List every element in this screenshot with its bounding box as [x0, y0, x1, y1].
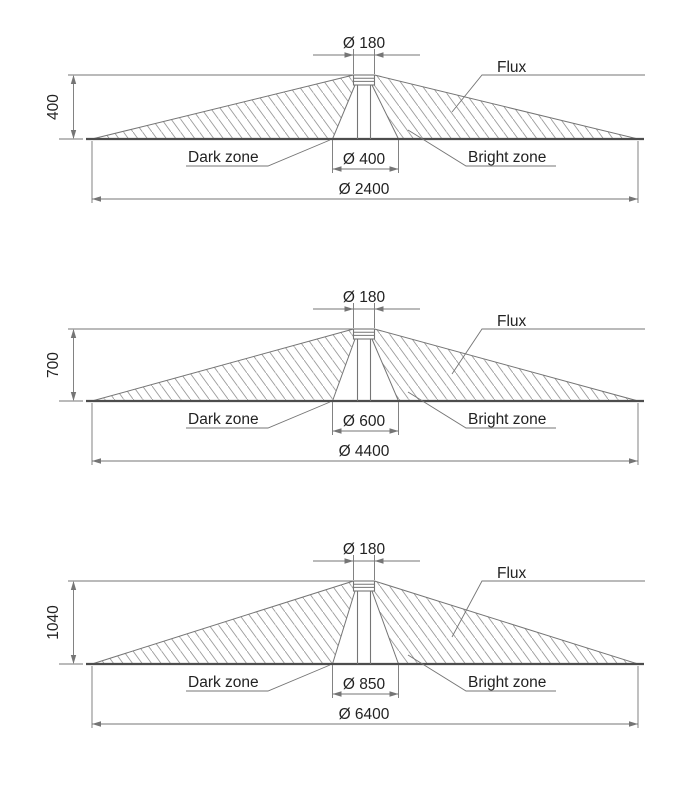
arrowhead: [71, 329, 76, 338]
arrowhead: [92, 458, 101, 463]
arrowhead: [71, 581, 76, 590]
arrowhead: [375, 52, 384, 57]
luminaire: [354, 75, 375, 85]
dark-zone-label: Dark zone: [188, 149, 259, 166]
illumination-diagram-3: [0, 534, 693, 732]
flux-cone: [92, 329, 638, 401]
arrowhead: [71, 130, 76, 139]
pole: [358, 339, 371, 401]
height-dimension: [59, 581, 83, 664]
pole-diameter-label: Ø 180: [342, 35, 386, 52]
flux-label: Flux: [497, 313, 527, 330]
outer-diameter-label: Ø 4400: [338, 443, 390, 460]
arrowhead: [92, 721, 101, 726]
arrowhead: [375, 306, 384, 311]
arrowhead: [345, 558, 354, 563]
pole-diameter-label: Ø 180: [342, 541, 386, 558]
arrowhead: [629, 196, 638, 201]
arrowhead: [71, 392, 76, 401]
pole: [358, 591, 371, 664]
bright-zone-label: Bright zone: [468, 674, 547, 691]
arrowhead: [71, 655, 76, 664]
arrowhead: [629, 721, 638, 726]
height-dimension: [59, 329, 83, 401]
inner-diameter-label: Ø 600: [342, 413, 386, 430]
pole: [358, 85, 371, 139]
arrowhead: [92, 196, 101, 201]
flux-label: Flux: [497, 59, 527, 76]
arrowhead: [390, 691, 399, 696]
outer-diameter-label: Ø 2400: [338, 181, 390, 198]
arrowhead: [345, 306, 354, 311]
height-label: 400: [45, 94, 62, 120]
pole-diameter-dimension: [313, 49, 420, 74]
illumination-diagram-2: [0, 282, 693, 469]
dark-zone-callout: [186, 140, 330, 166]
luminaire: [354, 581, 375, 591]
luminaire: [354, 329, 375, 339]
inner-diameter-label: Ø 850: [342, 676, 386, 693]
pole-diameter-dimension: [313, 555, 420, 580]
arrowhead: [390, 166, 399, 171]
pole-diameter-dimension: [313, 303, 420, 328]
dark-zone-callout: [186, 665, 330, 691]
height-dimension: [59, 75, 83, 139]
dark-zone-callout: [186, 402, 330, 428]
flux-label: Flux: [497, 565, 527, 582]
arrowhead: [333, 691, 342, 696]
bright-zone-label: Bright zone: [468, 149, 547, 166]
pole-diameter-label: Ø 180: [342, 289, 386, 306]
inner-diameter-label: Ø 400: [342, 151, 386, 168]
arrowhead: [71, 75, 76, 84]
flux-cone: [92, 581, 638, 664]
arrowhead: [375, 558, 384, 563]
dark-zone-label: Dark zone: [188, 674, 259, 691]
dark-zone-label: Dark zone: [188, 411, 259, 428]
illumination-diagram-1: [0, 28, 693, 207]
arrowhead: [333, 166, 342, 171]
height-label: 700: [45, 352, 62, 378]
bright-zone-label: Bright zone: [468, 411, 547, 428]
arrowhead: [390, 428, 399, 433]
outer-diameter-label: Ø 6400: [338, 706, 390, 723]
arrowhead: [629, 458, 638, 463]
height-label: 1040: [45, 605, 62, 640]
arrowhead: [333, 428, 342, 433]
arrowhead: [345, 52, 354, 57]
